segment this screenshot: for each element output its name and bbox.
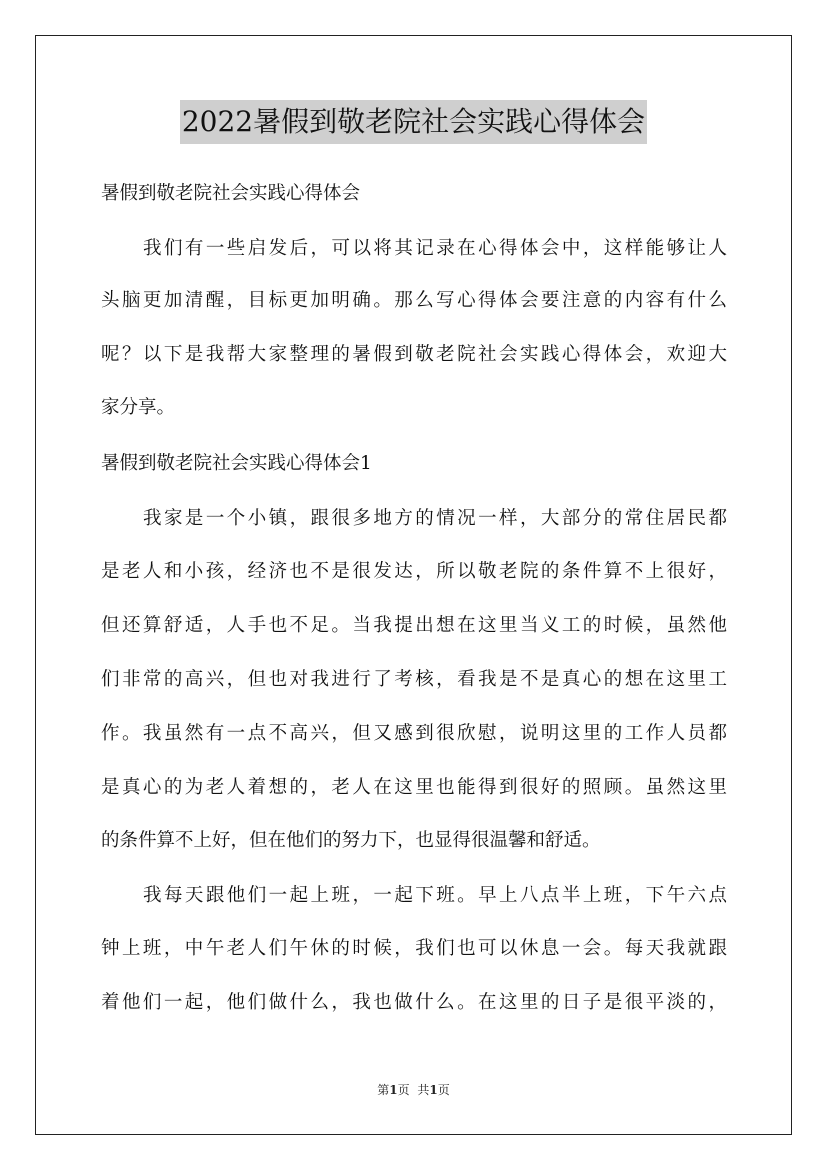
footer-total-pages: 1 (429, 1083, 438, 1097)
paragraph1-line-6: 是真心的为老人着想的，老人在这里也能得到很好的照顾。虽然这里 (101, 777, 727, 798)
document-subheading: 暑假到敬老院社会实践心得体会 (101, 183, 361, 204)
page-footer (0, 1080, 827, 1100)
paragraph1-line-1: 我家是一个小镇，跟很多地方的情况一样，大部分的常住居民都 (143, 508, 727, 529)
paragraph1-line-4: 们非常的高兴，但也对我进行了考核，看我是不是真心的想在这里工 (101, 669, 727, 690)
footer-page-number: 1 (389, 1083, 398, 1097)
intro-line-3: 呢？以下是我帮大家整理的暑假到敬老院社会实践心得体会，欢迎大 (101, 344, 727, 365)
footer-total-suffix: 页 (437, 1083, 450, 1097)
paragraph2-line-1: 我每天跟他们一起上班，一起下班。早上八点半上班，下午六点 (143, 885, 727, 906)
footer-page-suffix: 页 (397, 1083, 410, 1097)
intro-line-2: 头脑更加清醒，目标更加明确。那么写心得体会要注意的内容有什么 (101, 290, 727, 311)
title-container (0, 100, 827, 144)
paragraph1-line-2: 是老人和小孩，经济也不是很发达，所以敬老院的条件算不上很好， (101, 561, 727, 582)
document-title: 2022暑假到敬老院社会实践心得体会 (180, 100, 647, 144)
paragraph1-line-5: 作。我虽然有一点不高兴，但又感到很欣慰，说明这里的工作人员都 (101, 723, 727, 744)
paragraph2-line-2: 钟上班，中午老人们午休的时候，我们也可以休息一会。每天我就跟 (101, 938, 727, 959)
intro-line-4: 家分享。 (101, 397, 176, 418)
intro-line-1: 我们有一些启发后，可以将其记录在心得体会中，这样能够让人 (143, 238, 727, 259)
paragraph2-line-3: 着他们一起，他们做什么，我也做什么。在这里的日子是很平淡的， (101, 992, 727, 1013)
paragraph1-line-7: 的条件算不上好，但在他们的努力下，也显得很温馨和舒适。 (101, 830, 601, 851)
footer-total-prefix: 共 (417, 1083, 430, 1097)
footer-page-prefix: 第 (377, 1083, 390, 1097)
section-heading: 暑假到敬老院社会实践心得体会1 (101, 453, 372, 474)
paragraph1-line-3: 但还算舒适，人手也不足。当我提出想在这里当义工的时候，虽然他 (101, 615, 727, 636)
